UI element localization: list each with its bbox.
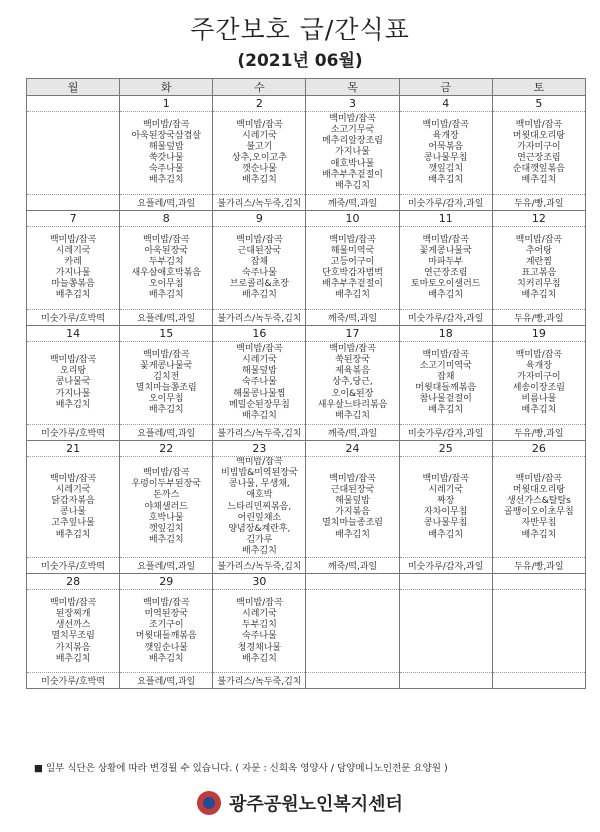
meal-item: 고추잎나물 — [51, 518, 95, 529]
meal-item: 골뱅이오이초무침 — [504, 507, 574, 518]
meal-cell — [399, 227, 492, 310]
date-cell: 23 — [213, 441, 306, 457]
meal-item: 머윗대오리탕 — [512, 130, 565, 141]
meal-item: 배추김치 — [55, 290, 91, 301]
date-cell: 18 — [399, 326, 492, 342]
meal-cell — [492, 590, 585, 673]
date-cell — [306, 574, 399, 590]
date-cell: 19 — [492, 326, 585, 342]
meal-cell — [492, 457, 585, 558]
meal-cell — [213, 342, 306, 425]
snack-cell — [492, 673, 585, 689]
meal-cell — [27, 342, 120, 425]
snack-cell — [27, 195, 120, 211]
meal-item: 가지볶음 — [335, 507, 370, 518]
meal-item: 메밀순된장무침 — [228, 399, 290, 410]
meal-item: 마파두부 — [428, 256, 464, 267]
date-cell: 3 — [306, 96, 399, 112]
meal-cell — [492, 227, 585, 310]
meal-item: 해물덮밥 — [335, 496, 370, 507]
meal-item: 호박나물 — [148, 512, 184, 523]
meal-item: 콩나물무침 — [423, 153, 468, 163]
meal-item: 백미밥/잡곡 — [422, 119, 469, 130]
meal-item: 머윗대들깨볶음 — [415, 383, 477, 393]
meal-item: 백미밥/잡곡 — [422, 234, 469, 245]
day-header: 화 — [120, 79, 213, 96]
meal-cell — [27, 590, 120, 673]
date-cell: 4 — [399, 96, 492, 112]
meal-item: 메추리알장조림 — [322, 136, 383, 147]
meal-item: 자차이무침 — [423, 507, 468, 518]
meal-item: 비름나물 — [521, 394, 557, 405]
snack-cell: 깨죽/떡,과일 — [306, 425, 399, 441]
meal-item: 배추김치 — [242, 290, 277, 301]
date-cell: 17 — [306, 326, 399, 342]
meal-item: 닭감자볶음 — [51, 496, 95, 507]
meal-item: 머윗대들깨볶음 — [135, 631, 197, 642]
meal-cell — [306, 457, 399, 558]
page-title: 주간보호 급/간식표 — [190, 15, 410, 44]
meal-item: 백미밥/잡곡 — [142, 119, 190, 130]
date-cell: 7 — [27, 211, 120, 227]
meal-item: 표고볶음 — [521, 268, 557, 278]
meal-item: 시레기국 — [242, 130, 277, 141]
meal-cell — [27, 227, 120, 310]
date-cell: 25 — [399, 441, 492, 457]
meal-item: 멸치마늘종조림 — [322, 518, 383, 529]
snack-cell — [306, 673, 399, 689]
meal-item: 머윗대오리탕 — [512, 484, 565, 495]
meal-item: 숙주나물 — [242, 631, 277, 642]
snack-cell: 불가리스/녹두죽,김치 — [213, 673, 306, 689]
meal-item: 치커리무침 — [517, 279, 561, 290]
meal-item: 상추,당근, — [332, 377, 373, 388]
meal-item: 연근장조림 — [423, 268, 468, 278]
date-cell: 15 — [120, 326, 213, 342]
date-row — [27, 574, 586, 590]
meal-item: 깻잎순나물 — [144, 642, 188, 653]
meal-cell — [213, 227, 306, 310]
meal-item: 백미밥/잡곡 — [329, 234, 376, 245]
meal-item: 백미밥/잡곡 — [49, 355, 97, 366]
snack-cell: 미숫가루/감자,과일 — [399, 558, 492, 574]
day-header: 목 — [306, 79, 399, 96]
meal-item: 아욱된장국 — [144, 245, 188, 256]
meal-row — [27, 457, 586, 558]
date-cell: 21 — [27, 441, 120, 457]
meal-item: 배추김치 — [428, 405, 464, 416]
meal-item: 연근장조림 — [517, 153, 561, 163]
meal-item: 꽃게콩나물국 — [140, 360, 193, 371]
snack-cell: 불가리스/녹두죽,김치 — [213, 425, 306, 441]
meal-cell — [399, 457, 492, 558]
notice-text: ■ 일부 식단은 상황에 따라 변경될 수 있습니다. ( 자문 : 신희옥 영양사 / 담양메니노인전문 요양원 ) — [34, 763, 448, 774]
snack-row — [27, 195, 586, 211]
date-cell: 1 — [120, 96, 213, 112]
meal-item: 애호박나물 — [330, 158, 375, 169]
meal-item: 멸치마늘쫑조림 — [135, 383, 197, 393]
meal-item: 백미밥/잡곡 — [236, 343, 283, 354]
meal-cell — [399, 590, 492, 673]
meal-item: 배추김치 — [55, 653, 91, 664]
snack-row — [27, 425, 586, 441]
meal-item: 근대된장국 — [237, 245, 282, 256]
meal-cell — [27, 457, 120, 558]
meal-item: 가지볶음 — [55, 642, 91, 653]
meal-item: 시레기국 — [242, 355, 277, 366]
menu-table — [26, 78, 586, 689]
date-cell: 16 — [213, 326, 306, 342]
meal-item: 백미밥/잡곡 — [329, 473, 376, 484]
date-cell: 5 — [492, 96, 585, 112]
meal-item: 깻잎김치 — [148, 523, 184, 534]
meal-item: 배추김치 — [242, 410, 277, 421]
meal-item: 생선까스 — [55, 620, 91, 631]
meal-item: 배추부추겉절이 — [322, 169, 383, 180]
meal-item: 배추김치 — [521, 290, 557, 301]
meal-item: 배추김치 — [242, 546, 277, 557]
meal-item: 참나물겉절이 — [419, 394, 472, 405]
meal-item: 배추김치 — [148, 653, 184, 664]
meal-item: 멸치무조림 — [51, 631, 95, 642]
meal-cell — [492, 112, 585, 195]
meal-item: 콩나물 — [60, 507, 87, 518]
meal-item: 야채샐러드 — [144, 501, 188, 512]
meal-item: 배추김치 — [521, 529, 557, 540]
meal-item: 백미밥/잡곡 — [329, 113, 376, 124]
meal-item: 가지나물 — [55, 268, 91, 278]
meal-item: 두부김치 — [148, 256, 184, 267]
meal-item: 단호박감자범벅 — [322, 268, 383, 278]
meal-item: 백미밥/잡곡 — [236, 119, 283, 130]
snack-cell: 깨죽/떡,과일 — [306, 195, 399, 211]
meal-item: 시레기국 — [428, 484, 464, 495]
meal-item: 시레기국 — [242, 609, 277, 620]
meal-item: 백미밥/잡곡 — [515, 119, 563, 130]
meal-item: 배추김치 — [55, 399, 91, 410]
date-cell: 29 — [120, 574, 213, 590]
meal-item: 배추김치 — [148, 535, 184, 546]
meal-item: 백미밥/잡곡 — [329, 343, 376, 354]
meal-item: 계란찜 — [525, 256, 552, 267]
meal-item: 마늘쫑볶음 — [51, 279, 95, 290]
meal-item: 배추김치 — [242, 175, 277, 186]
meal-cell — [399, 112, 492, 195]
meal-item: 돈까스 — [153, 490, 180, 501]
snack-cell: 깨죽/떡,과일 — [306, 310, 399, 326]
snack-row — [27, 673, 586, 689]
day-header: 수 — [213, 79, 306, 96]
meal-item: 생선가스&탈탈s — [506, 496, 571, 507]
meal-cell — [120, 342, 213, 425]
snack-cell: 미숫가루/호박떡 — [27, 558, 120, 574]
date-row — [27, 96, 586, 112]
date-cell: 30 — [213, 574, 306, 590]
date-cell — [492, 574, 585, 590]
meal-item: 배추김치 — [428, 290, 464, 301]
meal-item: 김가루 — [246, 535, 273, 546]
meal-item: 배추김치 — [428, 529, 464, 540]
meal-item: 배추김치 — [335, 529, 370, 540]
meal-item: 쑥된장국 — [335, 355, 370, 366]
meal-cell — [306, 112, 399, 195]
meal-item: 배추김치 — [335, 410, 370, 421]
meal-item: 해물미역국 — [330, 245, 375, 256]
meal-item: 시레기국 — [55, 484, 91, 495]
meal-item: 깻순나물 — [242, 164, 277, 175]
meal-item: 미역된장국 — [144, 609, 188, 620]
organization-name: 광주공원노인복지센터 — [229, 794, 403, 815]
snack-cell — [399, 673, 492, 689]
meal-item: 조기구이 — [148, 620, 184, 631]
meal-item: 백미밥/잡곡 — [236, 597, 283, 608]
meal-item: 된장찌개 — [55, 609, 91, 620]
date-cell — [399, 574, 492, 590]
snack-cell: 요플레/떡,과일 — [120, 195, 213, 211]
meal-item: 배추김치 — [148, 175, 184, 186]
date-cell: 22 — [120, 441, 213, 457]
snack-cell: 불가리스/녹두죽,김치 — [213, 195, 306, 211]
meal-item: 쑥갓나물 — [148, 153, 184, 163]
meal-item: 백미밥/잡곡 — [49, 473, 97, 484]
meal-item: 새우살느타리볶음 — [317, 399, 388, 410]
meal-cell — [120, 590, 213, 673]
meal-item: 오이&된장 — [331, 388, 374, 399]
snack-cell: 불가리스/녹두죽,김치 — [213, 310, 306, 326]
meal-item: 백미밥/잡곡 — [142, 234, 190, 245]
meal-item: 오이무침 — [148, 394, 184, 405]
meal-cell — [492, 342, 585, 425]
meal-item: 배추김치 — [148, 405, 184, 416]
meal-item: 육개장 — [432, 130, 459, 141]
date-cell: 24 — [306, 441, 399, 457]
meal-cell — [306, 227, 399, 310]
meal-item: 배추김치 — [428, 175, 464, 186]
date-row — [27, 211, 586, 227]
meal-item: 우렁이두부된장국 — [131, 479, 202, 490]
meal-item: 백미밥/잡곡 — [515, 473, 563, 484]
meal-item: 꽃게콩나물국 — [419, 245, 472, 256]
meal-cell — [213, 112, 306, 195]
meal-cell — [213, 457, 306, 558]
date-row — [27, 441, 586, 457]
meal-item: 제육볶음 — [335, 366, 370, 377]
meal-item: 가지나물 — [55, 388, 91, 399]
meal-item: 콩나물국 — [55, 377, 91, 388]
meal-item: 숙주나물 — [148, 164, 184, 175]
meal-item: 배추김치 — [55, 529, 91, 540]
snack-row — [27, 310, 586, 326]
meal-item: 고등어구이 — [330, 256, 375, 267]
meal-item: 백미밥/잡곡 — [142, 468, 190, 479]
meal-cell — [306, 590, 399, 673]
meal-item: 추어탕 — [525, 245, 552, 256]
snack-cell: 불가리스/녹두죽,김치 — [213, 558, 306, 574]
day-header: 토 — [492, 79, 585, 96]
date-cell: 10 — [306, 211, 399, 227]
meal-item: 아욱된장국삼겹살 — [131, 130, 202, 141]
meal-item: 배추김치 — [521, 405, 557, 416]
meal-item: 잡채 — [437, 371, 455, 382]
snack-cell: 두유/빵,과일 — [492, 195, 585, 211]
meal-item: 해물콩나물찜 — [233, 388, 286, 399]
meal-item: 백미밥/잡곡 — [515, 349, 563, 360]
meal-item: 카레 — [64, 256, 82, 267]
meal-item: 가지나물 — [335, 147, 370, 158]
meal-cell — [213, 590, 306, 673]
meal-item: 백미밥/잡곡 — [422, 473, 469, 484]
meal-item: 숙주나물 — [242, 268, 277, 278]
snack-cell: 두유/빵,과일 — [492, 425, 585, 441]
meal-item: 배추김치 — [242, 653, 277, 664]
meal-item: 백미밥/잡곡 — [236, 457, 283, 467]
snack-cell: 미숫가루/호박떡 — [27, 425, 120, 441]
meal-item: 해물덮밥 — [242, 366, 277, 377]
meal-item: 배추김치 — [521, 175, 557, 186]
meal-cell — [120, 112, 213, 195]
meal-item: 토마토오이샐러드 — [410, 279, 481, 290]
meal-item: 콩나물무침 — [423, 518, 468, 529]
page-subtitle: (2021년 06월) — [237, 51, 363, 71]
snack-cell: 깨죽/떡,과일 — [306, 558, 399, 574]
snack-cell: 요플레/떡,과일 — [120, 425, 213, 441]
day-header: 월 — [27, 79, 120, 96]
date-cell: 12 — [492, 211, 585, 227]
meal-item: 비빔밥&미역된장국 — [221, 468, 298, 479]
meal-item: 백미밥/잡곡 — [142, 597, 190, 608]
meal-item: 가자미구이 — [517, 371, 561, 382]
footer — [0, 790, 600, 817]
date-cell: 26 — [492, 441, 585, 457]
meal-item: 느타리민찌볶음, — [227, 501, 292, 512]
snack-cell: 미숫가루/감자,과일 — [399, 310, 492, 326]
meal-item: 해물덮밥 — [148, 141, 184, 152]
meal-item: 백미밥/잡곡 — [49, 597, 97, 608]
meal-item: 배추부추겉절이 — [322, 279, 383, 290]
meal-item: 오이무침 — [148, 279, 184, 290]
day-header-row — [27, 79, 586, 96]
snack-cell: 두유/빵,과일 — [492, 558, 585, 574]
date-cell: 9 — [213, 211, 306, 227]
meal-item: 불고기 — [246, 141, 273, 152]
meal-item: 양념장&계란후, — [228, 523, 291, 534]
meal-item: 깻잎김치 — [428, 164, 464, 175]
meal-item: 김치전 — [153, 371, 180, 382]
meal-item: 백미밥/잡곡 — [142, 349, 190, 360]
organization-logo-icon — [197, 791, 221, 815]
meal-cell — [27, 112, 120, 195]
meal-item: 백미밥/잡곡 — [236, 234, 283, 245]
meal-item: 배추김치 — [148, 290, 184, 301]
meal-item: 배추김치 — [335, 290, 370, 301]
snack-row — [27, 558, 586, 574]
snack-cell: 요플레/떡,과일 — [120, 673, 213, 689]
meal-row — [27, 227, 586, 310]
meal-item: 세송이장조림 — [512, 383, 565, 393]
meal-item: 백미밥/잡곡 — [49, 234, 97, 245]
meal-item: 어린잎채소 — [237, 512, 282, 523]
meal-item: 순대깻잎볶음 — [512, 164, 565, 175]
snack-cell: 미숫가루/감자,과일 — [399, 425, 492, 441]
meal-cell — [120, 227, 213, 310]
meal-item: 짜장 — [437, 496, 455, 507]
meal-row — [27, 112, 586, 195]
snack-cell: 두유/빵,과일 — [492, 310, 585, 326]
snack-cell: 미숫가루/호박떡 — [27, 310, 120, 326]
meal-cell — [306, 342, 399, 425]
snack-cell: 미숫가루/호박떡 — [27, 673, 120, 689]
meal-item: 상추,오이고추 — [231, 153, 287, 163]
meal-item: 근대된장국 — [330, 484, 375, 495]
meal-item: 새우살애호박볶음 — [131, 268, 202, 278]
snack-cell: 요플레/떡,과일 — [120, 558, 213, 574]
date-cell: 11 — [399, 211, 492, 227]
meal-item: 숙주나물 — [242, 377, 277, 388]
date-cell: 14 — [27, 326, 120, 342]
meal-cell — [120, 457, 213, 558]
snack-cell: 미숫가루/감자,과일 — [399, 195, 492, 211]
meal-row — [27, 590, 586, 673]
date-row — [27, 326, 586, 342]
meal-item: 소고기무국 — [330, 125, 375, 136]
meal-item: 애호박 — [246, 490, 273, 501]
meal-item: 가자미구이 — [517, 141, 561, 152]
meal-item: 백미밥/잡곡 — [422, 349, 469, 360]
meal-cell — [399, 342, 492, 425]
meal-item: 육개장 — [525, 360, 552, 371]
meal-item: 청경채나물 — [237, 642, 282, 653]
meal-item: 백미밥/잡곡 — [515, 234, 563, 245]
date-cell — [27, 96, 120, 112]
date-cell: 2 — [213, 96, 306, 112]
date-cell: 28 — [27, 574, 120, 590]
meal-row — [27, 342, 586, 425]
meal-item: 배추김치 — [335, 180, 370, 191]
meal-item: 두부김치 — [242, 620, 277, 631]
meal-item: 잡채 — [250, 256, 269, 267]
meal-item: 소고기미역국 — [419, 360, 472, 371]
meal-item: 콩나물, 무생채, — [229, 479, 290, 490]
meal-item: 오리탕 — [60, 366, 87, 377]
meal-item: 브로콜리&초장 — [229, 279, 289, 290]
meal-item: 시레기국 — [55, 245, 91, 256]
meal-item: 어묵볶음 — [428, 141, 464, 152]
date-cell: 8 — [120, 211, 213, 227]
snack-cell: 요플레/떡,과일 — [120, 310, 213, 326]
day-header: 금 — [399, 79, 492, 96]
meal-item: 자반무침 — [521, 518, 557, 529]
